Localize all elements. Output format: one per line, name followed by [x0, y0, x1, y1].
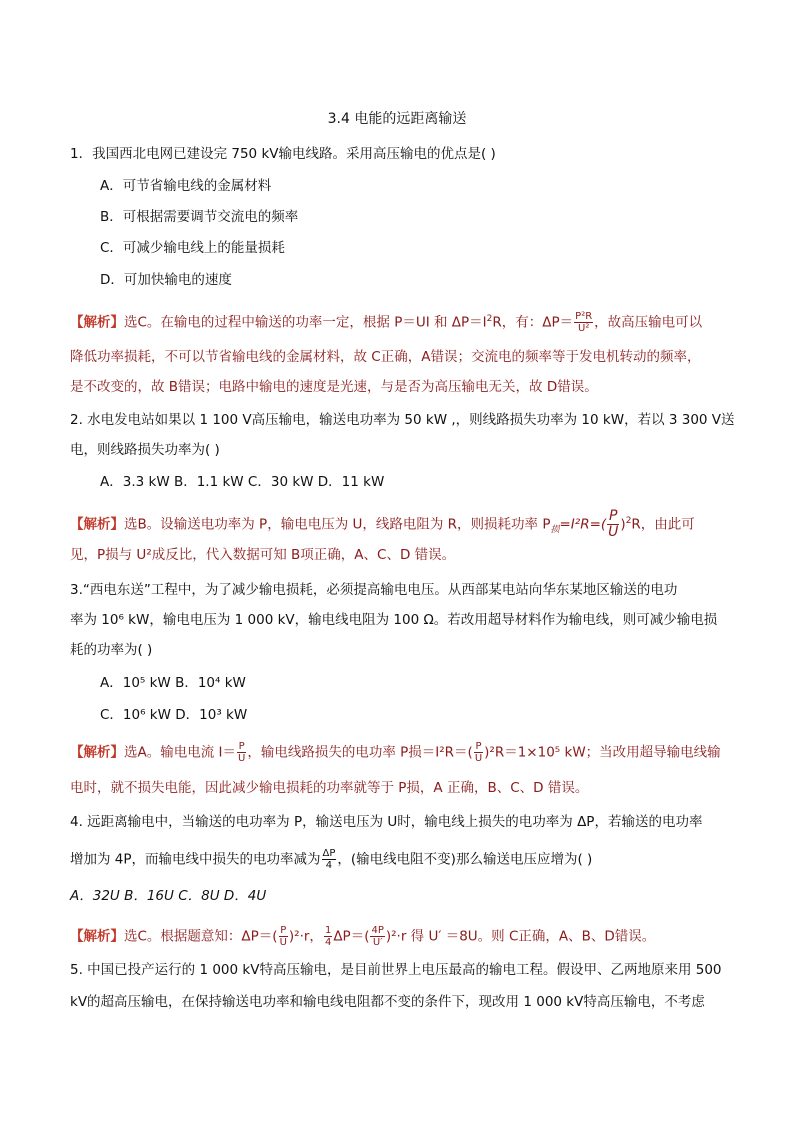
question-2-line-2: 电，则线路损失功率为( ): [70, 442, 220, 458]
analysis-text: )²R＝1×10⁵ kW；当改用超导输电线输: [484, 744, 721, 761]
q2-options: A．3.3 kW B．1.1 kW C．30 kW D．11 kW: [100, 474, 385, 490]
analysis-2-line-1: [70, 509, 695, 540]
q1-option-c: C．可减少输电线上的能量损耗: [100, 240, 285, 256]
fraction-numerator: P: [609, 508, 618, 524]
fraction-4p-uprime: [370, 925, 384, 948]
fraction-p-u: [607, 509, 619, 540]
analysis-text: 选B。设输送电功率为 P，输电电压为 U，线路电阻为 R，则损耗功率 P: [124, 516, 551, 533]
fraction-denominator: U: [474, 753, 483, 764]
analysis-text: )²·r 得 U′ ＝8U。则 C正确，A、B、D错误。: [385, 928, 656, 945]
q1-option-d: D．可加快输电的速度: [100, 272, 232, 288]
question-1: 1．我国西北电网已建设完 750 kV输电线路。采用高压输电的优点是( ): [70, 146, 496, 162]
question-3-line-2: 率为 10⁶ kW，输电电压为 1 000 kV，输电线电阻为 100 Ω。若改用超导材料作为输电线，则可减少输电损: [70, 612, 718, 628]
analysis-tag: 【解析】: [70, 928, 124, 945]
q1-option-b: B．可根据需要调节交流电的频率: [100, 209, 299, 225]
q1-option-a: A．可节省输电线的金属材料: [100, 178, 272, 194]
analysis-text: R，由此可: [631, 516, 695, 533]
analysis-text: ，故高压输电可以: [594, 314, 703, 331]
exponent: 2: [486, 314, 493, 324]
fraction-1-4: [324, 925, 332, 948]
analysis-text: ，输电线路损失的电功率 P损＝I²R＝(: [247, 744, 473, 761]
question-5: 5. 中国已投产运行的 1 000 kV特高压输电，是目前世界上电压最高的输电工程。假设甲、乙两地原来用 500: [70, 962, 722, 978]
analysis-text: 选A。输电电流 I＝: [124, 744, 237, 761]
fraction-numerator: 4P: [371, 925, 384, 936]
question-text: ，(输电线电阻不变)那么输送电压应增为( ): [337, 851, 593, 868]
analysis-text: )²·r，: [288, 928, 323, 945]
analysis-3-line-2: 电时，就不损失电能，因此减少输电损耗的功率就等于 P损，A 正确，B、C、D 错误。: [70, 780, 589, 796]
fraction-denominator: U²: [578, 323, 590, 334]
question-3-line-3: 耗的功率为( ): [70, 642, 153, 658]
page-title: 3.4 电能的远距离输送: [327, 111, 467, 127]
q3-options-ab: A．10⁵ kW B．10⁴ kW: [100, 675, 246, 691]
q3-options-cd: C．10⁶ kW D．10³ kW: [100, 707, 248, 723]
fraction-p-u: [237, 741, 246, 764]
fraction-denominator: 4: [325, 860, 333, 871]
analysis-text: R，有：ΔP＝: [492, 314, 574, 331]
analysis-1-line-2: 降低功率损耗，不可以节省输电线的金属材料，故 C正确，A错误；交流电的频率等于发电机转动的频率，: [70, 349, 701, 365]
fraction-numerator: P: [238, 741, 245, 752]
analysis-3-line-1: [70, 741, 721, 764]
analysis-1-line-1: [70, 309, 702, 334]
fraction-denominator: U′: [372, 937, 383, 948]
analysis-2-line-2: 见，P损与 U²成反比，代入数据可知 B项正确，A、C、D 错误。: [70, 547, 456, 563]
fraction-denominator: U: [279, 937, 287, 948]
fraction-p2r-u2: [574, 311, 593, 334]
fraction-dp-4: [322, 848, 337, 871]
fraction-numerator: ΔP: [322, 848, 336, 859]
question-3: 3.“西电东送”工程中，为了减少输电损耗，必须提高输电电压。从西部某电站向华东某地区输送的电功: [70, 582, 678, 598]
question-4-line-2: [70, 848, 592, 871]
fraction-numerator: 1: [324, 925, 332, 936]
analysis-tag: 【解析】: [70, 744, 124, 761]
analysis-4-line-1: [70, 925, 655, 948]
question-4: 4. 远距离输电中，当输送的电功率为 P，输送电压为 U时，输电线上损失的电功率为 ΔP，若输送的电功率: [70, 814, 703, 830]
analysis-text: 选C。根据题意知：ΔP＝(: [124, 928, 278, 945]
analysis-text: 选C。在输电的过程中输送的功率一定，根据 P＝UI 和 ΔP＝I: [124, 314, 487, 331]
fraction-numerator: P²R: [575, 311, 593, 322]
analysis-tag: 【解析】: [70, 314, 124, 331]
fraction-denominator: U: [238, 753, 246, 764]
analysis-text: =I²R=(: [559, 516, 607, 533]
analysis-text: ΔP＝(: [333, 928, 370, 945]
fraction-p-u: [279, 925, 288, 948]
analysis-tag: 【解析】: [70, 516, 124, 533]
question-2: 2. 水电发电站如果以 1 100 V高压输电，输送电功率为 50 kW ,，则线路损失功率为 10 kW，若以 3 300 V送: [70, 412, 735, 428]
question-5-line-2: kV的超高压输电，在保持输送电功率和输电线电阻都不变的条件下，现改用 1 000 kV特高压输电，不考虑: [70, 994, 705, 1010]
analysis-1-line-3: 是不改变的，故 B错误；电路中输电的速度是光速，与是否为高压输电无关，故 D错误。: [70, 379, 598, 395]
subscript: 损: [550, 525, 560, 536]
analysis-text: ): [620, 516, 626, 533]
fraction-numerator: P: [475, 741, 482, 752]
q4-options: A．32U B．16U C．8U D．4U: [70, 888, 267, 904]
fraction-denominator: 4: [324, 937, 332, 948]
question-text: 增加为 4P，而输电线中损失的电功率减为: [70, 851, 321, 868]
exponent: 2: [625, 516, 632, 526]
fraction-denominator: U: [608, 524, 619, 540]
fraction-numerator: P: [280, 925, 287, 936]
fraction-p-u: [474, 741, 483, 764]
